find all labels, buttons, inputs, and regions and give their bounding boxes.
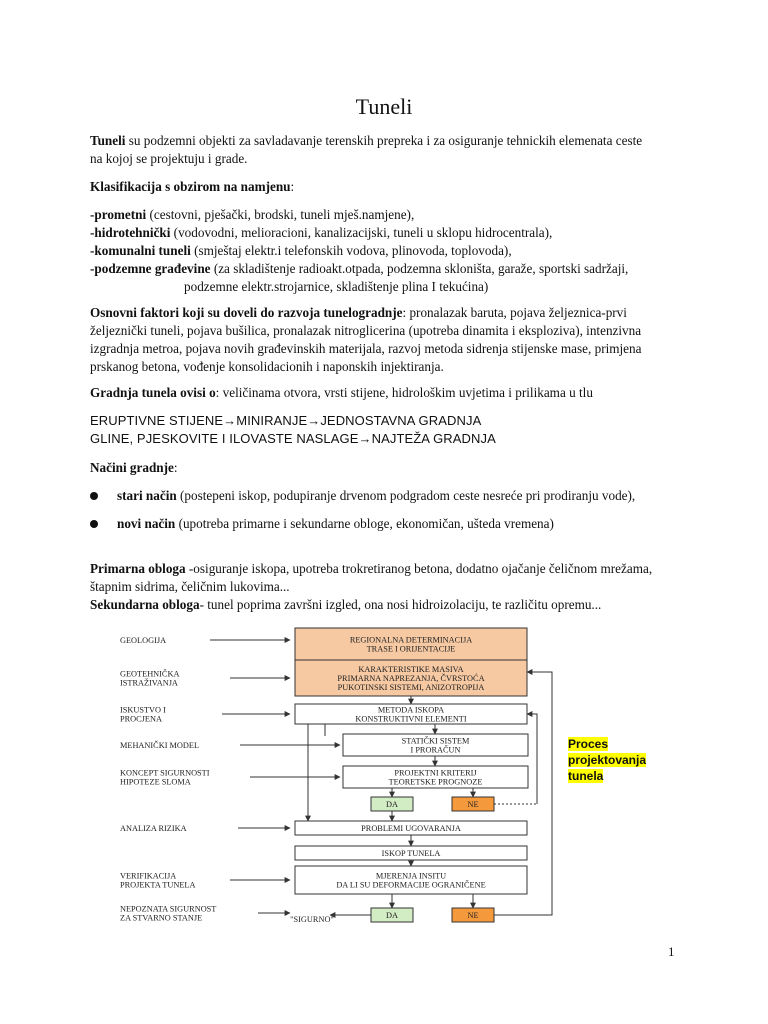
box-regional-determination bbox=[295, 628, 527, 660]
left-label-text: ZA STVARNO STANJE bbox=[120, 913, 203, 923]
left-label-6 bbox=[120, 824, 187, 833]
method-term: novi način bbox=[117, 516, 176, 531]
left-label-text: VERIFIKACIJA bbox=[120, 871, 177, 881]
box-label: PUKOTINSKI SISTEMI, ANIZOTROPIJA bbox=[337, 683, 485, 692]
list-item bbox=[90, 260, 690, 278]
secondary-lining-text: - tunel poprima završni izgled, ona nosi hidroizolaciju, te različitu opremu... bbox=[199, 597, 602, 612]
box-label: KONSTRUKTIVNI ELEMENTI bbox=[355, 714, 467, 724]
list-item-term: -podzemne građevine bbox=[90, 261, 211, 276]
connector-line bbox=[527, 714, 537, 804]
box-label: PROJEKTNI KRITERIJ bbox=[394, 768, 477, 778]
intro-term: Tuneli bbox=[90, 133, 126, 148]
box-label: DA LI SU DEFORMACIJE OGRANIČENE bbox=[336, 880, 486, 890]
classification-heading-text: Klasifikacija s obzirom na namjenu bbox=[90, 179, 291, 194]
box-excavation-method bbox=[295, 704, 527, 724]
box-label: PRIMARNA NAPREZANJA, ČVRSTOĆA bbox=[337, 674, 485, 683]
factors-line-4: prskanog betona, vođenje konsolidacionih i naponskih injektiranja. bbox=[90, 359, 444, 374]
box-label: ISKOP TUNELA bbox=[381, 849, 441, 858]
left-label-text: GEOTEHNIČKA bbox=[120, 669, 180, 679]
box-label: NE bbox=[467, 911, 479, 920]
process-label bbox=[568, 736, 658, 784]
box-label: TEORETSKE PROGNOZE bbox=[388, 777, 483, 787]
list-item-continuation: podzemne elektr.strojarnice, skladištenje plina I tekućina) bbox=[184, 279, 489, 294]
box-label: MJERENJA INSITU bbox=[375, 871, 447, 881]
left-label-3 bbox=[120, 706, 166, 724]
construction-paragraph bbox=[90, 384, 690, 402]
box-label: I PRORAČUN bbox=[410, 745, 461, 755]
left-label-5 bbox=[120, 769, 210, 787]
decision-no-2 bbox=[452, 908, 494, 922]
list-item-term: -komunalni tuneli bbox=[90, 243, 191, 258]
left-label-text: ISTRAŽIVANJA bbox=[120, 678, 178, 688]
list-item-text: (smještaj elektr.i telefonskih vodova, plinovoda, toplovoda), bbox=[190, 243, 512, 258]
method-desc: (postepeni iskop, podupiranje drvenom podgradom ceste nesreće pri prodiranju vode), bbox=[176, 488, 636, 503]
list-item bbox=[90, 224, 690, 242]
left-label-text: HIPOTEZE SLOMA bbox=[120, 777, 191, 787]
left-label-text: NEPOZNATA SIGURNOST bbox=[120, 904, 217, 914]
left-label-1 bbox=[120, 636, 166, 645]
classification-colon: : bbox=[290, 179, 295, 194]
process-label-line-1: Proces bbox=[568, 737, 609, 751]
methods-heading-text: Načini gradnje bbox=[90, 460, 174, 475]
left-label-text: PROJEKTA TUNELA bbox=[120, 880, 196, 890]
factors-line-1: : pronalazak baruta, pojava željeznica-prvi bbox=[402, 305, 627, 320]
box-design-criteria bbox=[343, 766, 528, 788]
box-label: TRASE I ORIJENTACIJE bbox=[366, 644, 456, 654]
method-text bbox=[117, 515, 554, 533]
rock-types bbox=[90, 412, 690, 448]
box-label: REGIONALNA DETERMINACIJA bbox=[349, 635, 473, 645]
classification-list bbox=[90, 206, 690, 296]
rock-line-2: GLINE, PJESKOVITE I ILOVASTE NASLAGE→NAJTEŽA GRADNJA bbox=[90, 431, 496, 446]
process-label-line-2: projektovanja bbox=[568, 753, 647, 767]
left-label-7 bbox=[120, 872, 195, 890]
primary-lining-term: Primarna obloga bbox=[90, 561, 186, 576]
construction-heading: Gradnja tunela ovisi o bbox=[90, 385, 216, 400]
box-contract-problems bbox=[295, 821, 527, 835]
intro-text-1: su podzemni objekti za savladavanje terenskih prepreka i za osiguranje tehnickih elemenata ceste bbox=[125, 133, 643, 148]
diagram-left-labels bbox=[120, 636, 216, 923]
box-label: KARAKTERISTIKE MASIVA bbox=[358, 665, 464, 674]
secondary-lining-term: Sekundarna obloga bbox=[90, 597, 200, 612]
decision-yes-2 bbox=[371, 908, 413, 922]
rock-line-1: ERUPTIVNE STIJENE→MINIRANJE→JEDNOSTAVNA GRADNJA bbox=[90, 413, 482, 428]
left-label-text: KONCEPT SIGURNOSTI bbox=[120, 768, 210, 778]
box-label: DA bbox=[386, 911, 398, 920]
lining-paragraph bbox=[90, 560, 690, 614]
factors-line-2: željeznički tuneli, pojava bušilica, pronalazak nitroglicerina (upotreba dinamita i eksploziva), intenzivna bbox=[90, 323, 642, 338]
intro-text-2: na kojoj se projektuju i grade. bbox=[90, 151, 248, 166]
box-label: DA bbox=[386, 800, 398, 809]
methods-colon: : bbox=[173, 460, 178, 475]
diagram-boxes bbox=[290, 628, 528, 924]
decision-yes-1 bbox=[371, 797, 413, 811]
construction-text: : veličinama otvora, vrsti stijene, hidrološkim uvjetima i prilikama u tlu bbox=[215, 385, 593, 400]
left-label-text: MEHANIČKI MODEL bbox=[120, 741, 200, 750]
factors-line-3: izgradnja metroa, pojava novih građevinskih materijala, razvoj metoda sidrenja stijenske mase, primjena bbox=[90, 341, 642, 356]
method-term: stari način bbox=[117, 488, 177, 503]
box-tunnel-excavation bbox=[295, 846, 527, 860]
box-insitu-measurements bbox=[295, 866, 527, 894]
page-number: 1 bbox=[668, 944, 675, 959]
left-label-2 bbox=[120, 669, 179, 688]
left-label-8 bbox=[120, 905, 216, 923]
list-item-text: (cestovni, pješački, brodski, tuneli mješ.namjene), bbox=[146, 207, 415, 222]
bullet-icon bbox=[90, 492, 98, 500]
list-item bbox=[90, 242, 690, 260]
box-label: NE bbox=[467, 800, 479, 809]
intro-paragraph bbox=[90, 132, 690, 168]
process-label-line-3: tunela bbox=[568, 769, 604, 783]
list-item-text: (za skladištenje radioakt.otpada, podzemna skloništa, garaže, sportski sadržaji, bbox=[210, 261, 629, 276]
left-label-text: GEOLOGIJA bbox=[120, 636, 167, 645]
list-item-term: -prometni bbox=[90, 207, 147, 222]
bullet-icon bbox=[90, 520, 98, 528]
primary-lining-line-2: štapnim sidrima, čeličnim lukovima... bbox=[90, 579, 290, 594]
box-label: METODA ISKOPA bbox=[377, 705, 445, 715]
box-label: PROBLEMI UGOVARANJA bbox=[361, 824, 461, 833]
left-label-4 bbox=[120, 740, 199, 750]
classification-heading bbox=[90, 178, 690, 196]
factors-paragraph bbox=[90, 304, 690, 376]
method-text bbox=[117, 487, 635, 505]
left-label-text: PROCJENA bbox=[120, 714, 162, 724]
list-item-text: (vodovodni, melioracioni, kanalizacijski, tuneli u sklopu hidrocentrala), bbox=[170, 225, 553, 240]
left-label-text: ISKUSTVO I bbox=[120, 705, 166, 715]
box-label: STATIČKI SISTEM bbox=[401, 736, 470, 746]
box-static-system bbox=[343, 734, 528, 756]
left-label-text: ANALIZA RIZIKA bbox=[120, 824, 187, 833]
page-title: Tuneli bbox=[355, 94, 413, 119]
method-desc: (upotreba primarne i sekundarne obloge, ekonomičan, ušteda vremena) bbox=[175, 516, 554, 531]
factors-heading: Osnovni faktori koji su doveli do razvoja tunelogradnje bbox=[90, 305, 403, 320]
decision-no-1 bbox=[452, 797, 494, 811]
list-item-term: -hidrotehnički bbox=[90, 225, 171, 240]
box-massif-characteristics bbox=[295, 660, 527, 696]
list-item bbox=[90, 206, 690, 224]
safe-label: "SIGURNO" bbox=[290, 915, 334, 924]
methods-heading bbox=[90, 459, 690, 477]
primary-lining-line-1: -osiguranje iskopa, upotreba trokretiranog betona, dodatno ojačanje čeličnom mrežama, bbox=[185, 561, 653, 576]
